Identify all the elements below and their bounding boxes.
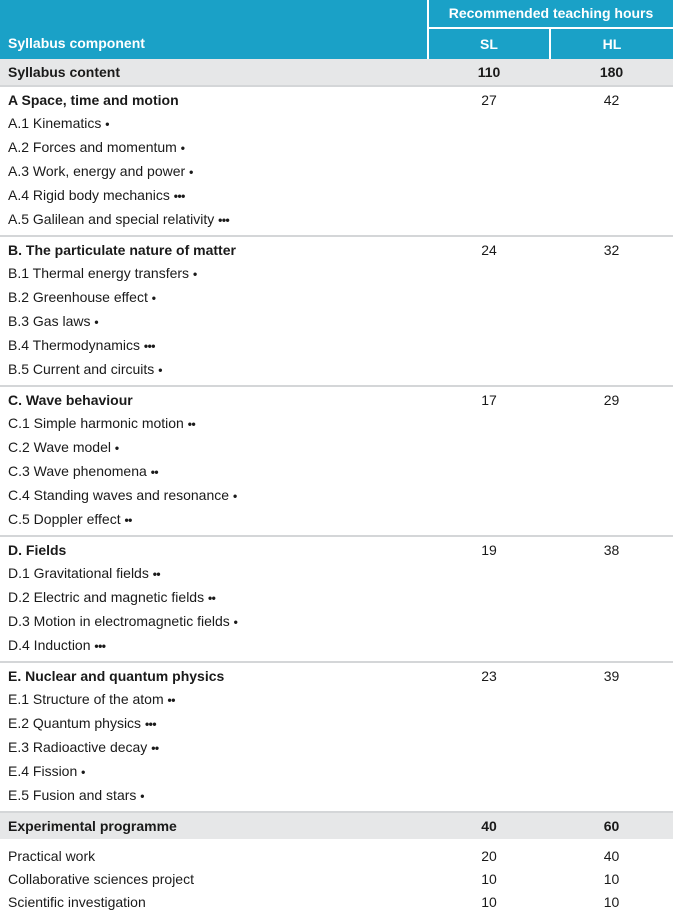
level-dots: ••: [151, 741, 159, 755]
level-dots: •: [114, 441, 119, 455]
experimental-item-label: Practical work: [8, 848, 96, 864]
syllabus-component-header: Syllabus component: [0, 0, 428, 59]
subtopic-item: [8, 634, 428, 658]
level-dots: •: [158, 363, 162, 377]
syllabus-content-row: [0, 59, 673, 86]
subtopic-item: [8, 286, 428, 310]
subtopic-label: C.3 Wave phenomena: [8, 463, 147, 479]
level-dots: ••: [124, 513, 132, 527]
syllabus-content-hl: 180: [550, 59, 673, 86]
subtopic-item: [8, 508, 428, 532]
level-dots: •: [180, 141, 185, 155]
topic-row: [0, 662, 673, 812]
topic-sl-hours: 23: [428, 662, 550, 812]
subtopic-item: [8, 262, 428, 286]
subtopic-label: C.5 Doppler effect: [8, 511, 121, 527]
subtopic-item: [8, 112, 428, 136]
topic-hl-hours: 32: [550, 236, 673, 386]
topic-sl-hours: 17: [428, 386, 550, 536]
topic-cell: [0, 662, 428, 812]
subtopic-label: C.1 Simple harmonic motion: [8, 415, 184, 431]
topic-cell: [0, 536, 428, 662]
level-dots: •••: [94, 639, 106, 653]
subtopic-item: [8, 562, 428, 586]
topic-row: [0, 86, 673, 236]
experimental-item-label: Scientific investigation: [8, 894, 146, 910]
subtopic-item: [8, 760, 428, 784]
subtopic-label: E.3 Radioactive decay: [8, 739, 148, 755]
level-dots: ••: [167, 693, 175, 707]
subtopic-item: [8, 784, 428, 808]
subtopic-item: [8, 160, 428, 184]
topic-row: [0, 536, 673, 662]
topic-sl-hours: 19: [428, 536, 550, 662]
sl-header: SL: [428, 28, 550, 59]
topic-hl-hours: 29: [550, 386, 673, 536]
subtopic-item: [8, 436, 428, 460]
level-dots: •: [233, 615, 238, 629]
level-dots: •: [94, 315, 99, 329]
experimental-programme-sl: 40: [428, 812, 550, 839]
subtopic-label: D.1 Gravitational fields: [8, 565, 149, 581]
level-dots: •••: [143, 339, 156, 353]
subtopic-label: D.3 Motion in electromagnetic fields: [8, 613, 230, 629]
subtopic-item: [8, 208, 428, 232]
topic-row: [0, 236, 673, 386]
level-dots: •: [140, 789, 144, 803]
experimental-item-sl: 10: [481, 871, 497, 887]
level-dots: •: [189, 165, 193, 179]
experimental-programme-hl: 60: [550, 812, 673, 839]
experimental-item-row: [0, 868, 673, 891]
experimental-body: [0, 839, 673, 914]
level-dots: •••: [173, 189, 185, 203]
subtopic-label: A.4 Rigid body mechanics: [8, 187, 170, 203]
subtopic-item: [8, 358, 428, 382]
topics-body: [0, 86, 673, 812]
topic-hl-hours: 42: [550, 86, 673, 236]
subtopic-label: E.5 Fusion and stars: [8, 787, 137, 803]
topic-cell: [0, 386, 428, 536]
subtopic-label: E.4 Fission: [8, 763, 78, 779]
subtopic-item: [8, 136, 428, 160]
level-dots: ••: [152, 567, 161, 581]
topic-cell: [0, 236, 428, 386]
level-dots: •••: [144, 717, 157, 731]
experimental-programme-row: [0, 812, 673, 839]
level-dots: ••: [150, 465, 159, 479]
level-dots: •: [105, 117, 109, 131]
topic-title: A Space, time and motion: [8, 92, 179, 108]
syllabus-content-label: Syllabus content: [0, 59, 428, 86]
experimental-item-sl: 20: [481, 848, 497, 864]
experimental-item-row: [0, 839, 673, 868]
experimental-item-hl: 40: [603, 848, 620, 864]
subtopic-label: D.2 Electric and magnetic fields: [8, 589, 205, 605]
experimental-item-hl: 10: [603, 894, 620, 910]
subtopic-item: [8, 736, 428, 760]
subtopic-item: [8, 484, 428, 508]
level-dots: •••: [218, 213, 230, 227]
topic-sl-hours: 24: [428, 236, 550, 386]
subtopic-label: E.2 Quantum physics: [8, 715, 142, 731]
subtopic-item: [8, 460, 428, 484]
subtopic-item: [8, 184, 428, 208]
level-dots: ••: [187, 417, 196, 431]
experimental-item-hl: 10: [603, 871, 620, 887]
subtopic-item: [8, 610, 428, 634]
topic-title: E. Nuclear and quantum physics: [8, 668, 225, 684]
hl-header: HL: [550, 28, 673, 59]
level-dots: •: [81, 765, 85, 779]
teaching-hours-header: Recommended teaching hours: [428, 0, 673, 28]
topic-cell: [0, 86, 428, 236]
level-dots: •: [151, 291, 156, 305]
subtopic-label: D.4 Induction: [8, 637, 91, 653]
subtopic-item: [8, 412, 428, 436]
subtopic-item: [8, 688, 428, 712]
experimental-programme-label: Experimental programme: [0, 812, 428, 839]
subtopic-item: [8, 334, 428, 358]
subtopic-label: A.1 Kinematics: [8, 115, 102, 131]
experimental-item-label: Collaborative sciences project: [8, 871, 194, 887]
subtopic-item: [8, 310, 428, 334]
topic-hl-hours: 39: [550, 662, 673, 812]
topic-title: D. Fields: [8, 542, 67, 558]
topic-row: [0, 386, 673, 536]
header-row-top: [0, 0, 673, 28]
subtopic-label: B.5 Current and circuits: [8, 361, 155, 377]
subtopic-label: A.5 Galilean and special relativity: [8, 211, 215, 227]
experimental-item-row: [0, 891, 673, 914]
topic-sl-hours: 27: [428, 86, 550, 236]
topic-hl-hours: 38: [550, 536, 673, 662]
level-dots: •: [192, 267, 197, 281]
subtopic-label: A.3 Work, energy and power: [8, 163, 186, 179]
syllabus-content-sl: 110: [428, 59, 550, 86]
subtopic-label: E.1 Structure of the atom: [8, 691, 164, 707]
subtopic-label: B.2 Greenhouse effect: [8, 289, 148, 305]
topic-title: C. Wave behaviour: [8, 392, 133, 408]
level-dots: •: [232, 489, 237, 503]
subtopic-label: A.2 Forces and momentum: [8, 139, 177, 155]
subtopic-label: B.1 Thermal energy transfers: [8, 265, 190, 281]
subtopic-item: [8, 586, 428, 610]
level-dots: ••: [207, 591, 216, 605]
experimental-item-sl: 10: [481, 894, 497, 910]
subtopic-item: [8, 712, 428, 736]
subtopic-label: C.2 Wave model: [8, 439, 111, 455]
subtopic-label: B.3 Gas laws: [8, 313, 91, 329]
subtopic-label: B.4 Thermodynamics: [8, 337, 141, 353]
topic-title: B. The particulate nature of matter: [8, 242, 236, 258]
subtopic-label: C.4 Standing waves and resonance: [8, 487, 230, 503]
